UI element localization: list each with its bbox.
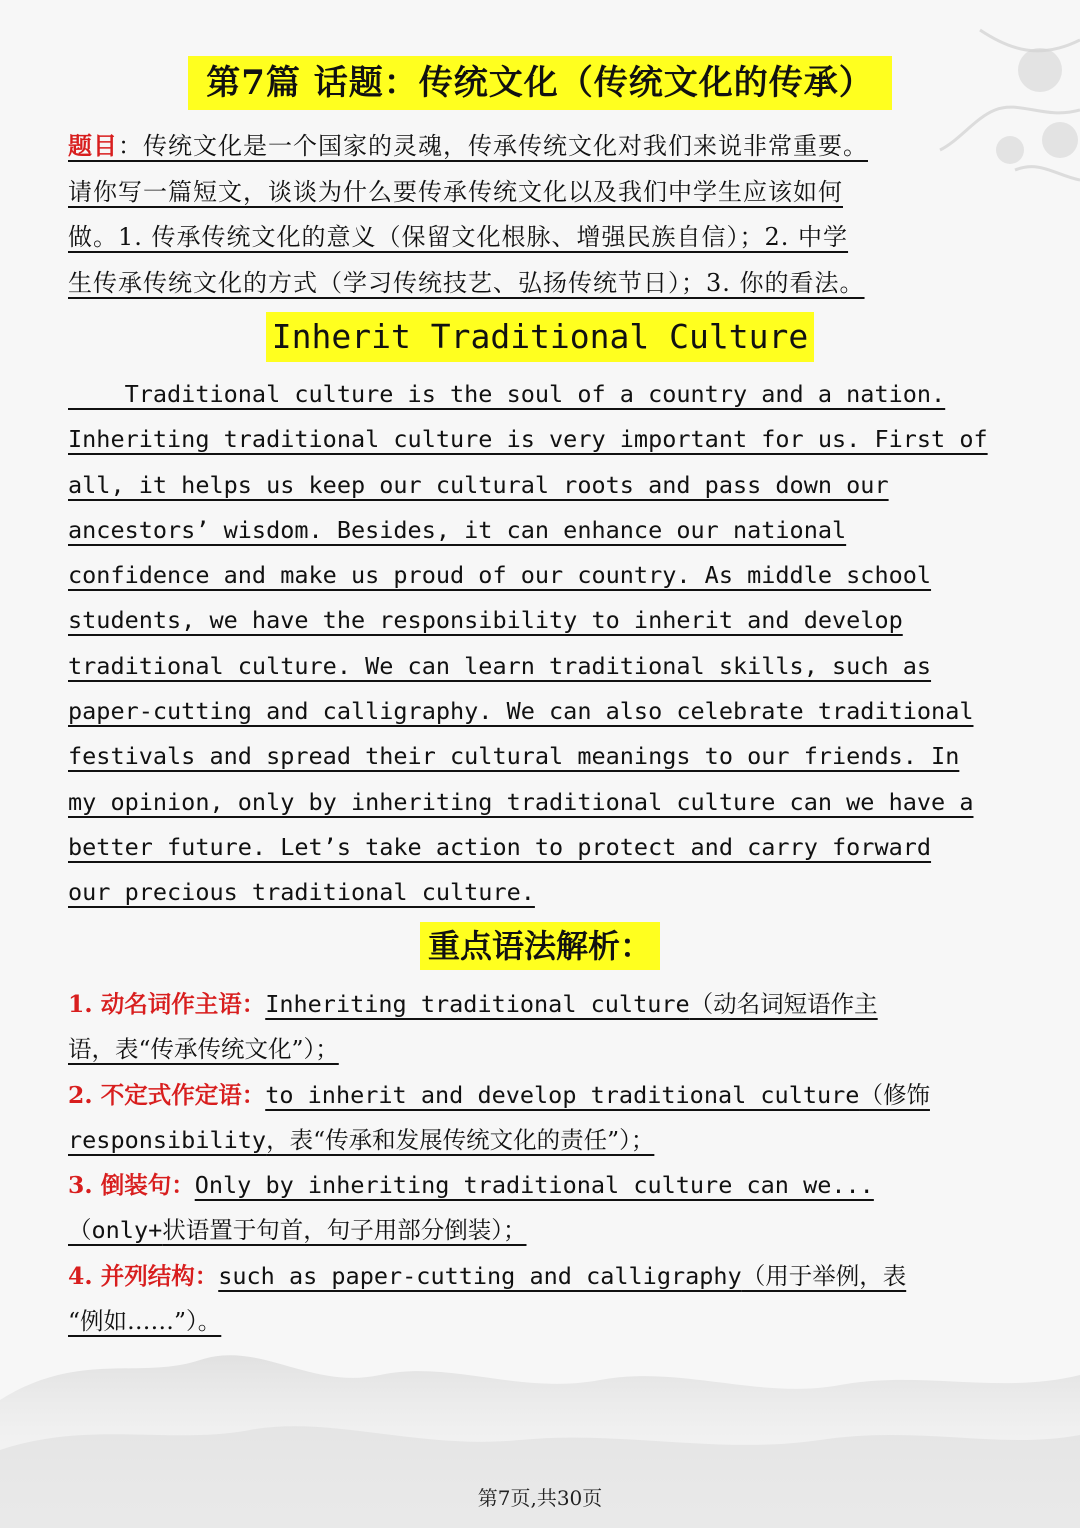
page-number: 第7页,共30页 (477, 1486, 603, 1510)
grammar-label-4: 4. 并列结构： (68, 1261, 219, 1290)
prompt-line-4: 生传承传统文化的方式（学习传统技艺、弘扬传统节日）；3. 你的看法。 (68, 268, 865, 297)
essay-body (68, 372, 1028, 916)
essay-title: Inherit Traditional Culture (266, 312, 814, 362)
grammar-item-4-cont: “例如……”）。 (68, 1307, 222, 1336)
grammar-item-2-cont: responsibility，表“传承和发展传统文化的责任”）； (68, 1125, 655, 1154)
grammar-title-row (0, 922, 1080, 970)
prompt-label: 题目 (68, 131, 118, 160)
grammar-list (68, 982, 1018, 1344)
essay-title-row (0, 312, 1080, 362)
grammar-label-3: 3. 倒装句： (68, 1171, 195, 1200)
essay-line: paper-cutting and calligraphy. We can also celebrate traditional (68, 697, 974, 726)
essay-line: Inheriting traditional culture is very important for us. First of (68, 425, 988, 454)
prompt-block (68, 123, 1018, 306)
essay-line: confidence and make us proud of our country. As middle school (68, 561, 932, 590)
prompt-line-1: 题目：传统文化是一个国家的灵魂，传承传统文化对我们来说非常重要。 (68, 131, 868, 160)
grammar-item-2: 2. 不定式作定语：to inherit and develop traditional culture（修饰 (68, 1080, 930, 1109)
prompt-line-2: 请你写一篇短文，谈谈为什么要传承传统文化以及我们中学生应该如何 (68, 177, 843, 206)
grammar-label-1: 1. 动名词作主语： (68, 990, 266, 1018)
essay-line: Traditional culture is the soul of a country and a nation. (68, 380, 946, 408)
page-title-row (0, 56, 1080, 110)
essay-line: ancestors’ wisdom. Besides, it can enhance our national (68, 515, 847, 544)
grammar-item-3-cont: （only+状语置于句首，句子用部分倒装）； (68, 1216, 527, 1245)
essay-line: all, it helps us keep our cultural roots and pass down our (68, 470, 889, 499)
essay-line: our precious traditional culture. (68, 878, 535, 907)
page-title: 第7篇 话题：传统文化（传统文化的传承） (188, 56, 892, 110)
grammar-title: 重点语法解析： (420, 922, 660, 970)
grammar-item-3: 3. 倒装句：Only by inheriting traditional culture can we... (68, 1171, 874, 1200)
essay-line: traditional culture. We can learn traditional skills, such as (68, 651, 932, 680)
grammar-item-1-cont: 语，表“传承传统文化”）； (68, 1035, 339, 1064)
essay-line: festivals and spread their cultural meanings to our friends. In (68, 742, 960, 771)
grammar-item-4: 4. 并列结构：such as paper-cutting and calligraphy（用于举例，表 (68, 1261, 907, 1290)
grammar-label-2: 2. 不定式作定语： (68, 1080, 266, 1109)
essay-line: my opinion, only by inheriting traditional culture can we have a (68, 787, 974, 816)
grammar-item-1: 1. 动名词作主语：Inheriting traditional culture（动名词短语作主 (68, 990, 878, 1018)
prompt-line-3: 做。1. 传承传统文化的意义（保留文化根脉、增强民族自信）；2. 中学 (68, 223, 849, 251)
essay-line: better future. Let’s take action to protect and carry forward (68, 832, 932, 861)
essay-line: students, we have the responsibility to inherit and develop (68, 606, 903, 635)
